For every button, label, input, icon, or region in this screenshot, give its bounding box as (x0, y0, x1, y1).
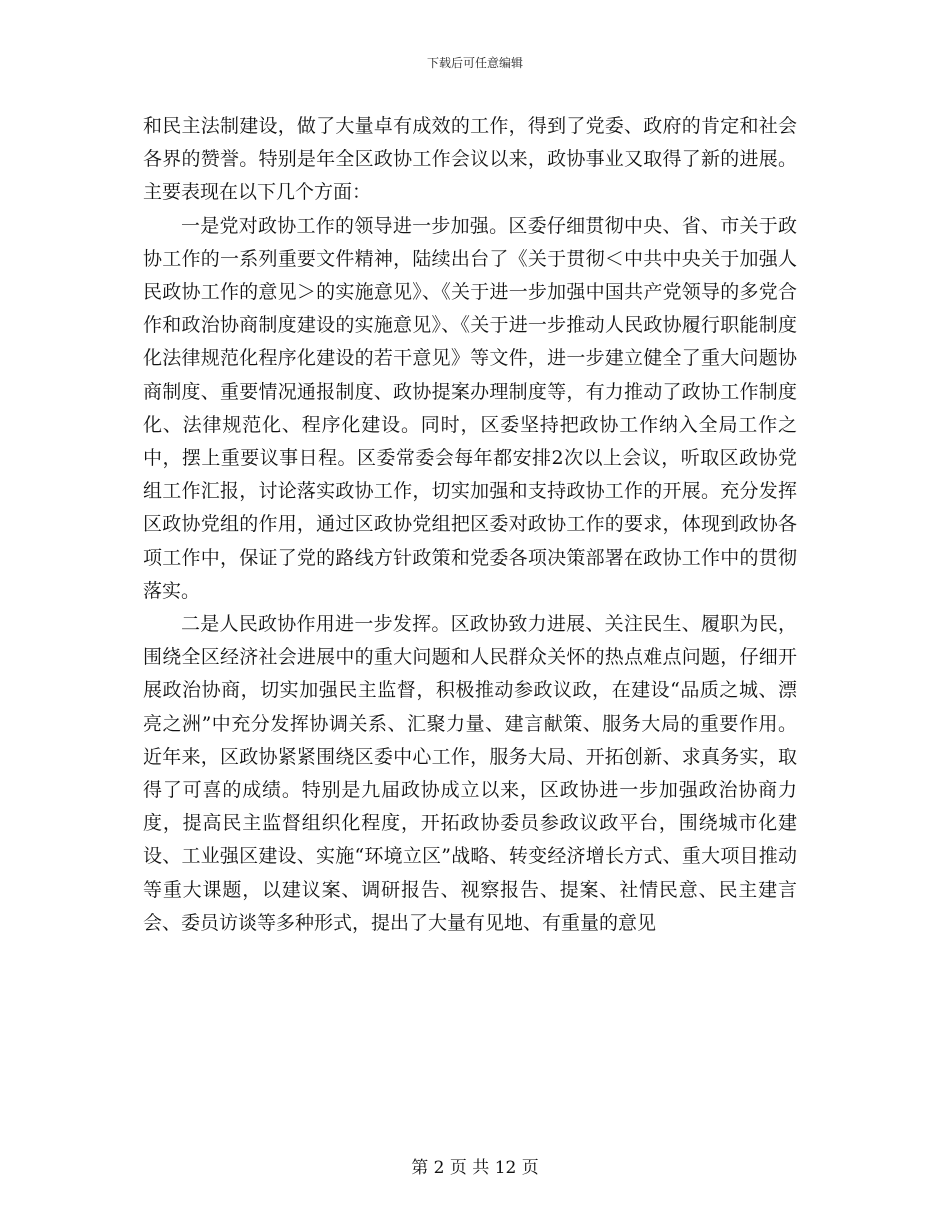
paragraph-party-leadership: 一是党对政协工作的领导进一步加强。区委仔细贯彻中央、省、市关于政协工作的一系列重要文件精神，陆续出台了《关于贯彻＜中共中央关于加强人民政协工作的意见＞的实施意见》、《关于进一步加强中国共产党领导的多党合作和政治协商制度建设的实施意见》、《关于进一步推动人民政协履行职能制度化法律规范化程序化建设的若干意见》等文件，进一步建立健全了重大问题协商制度、重要情况通报制度、政协提案办理制度等，有力推动了政协工作制度化、法律规范化、程序化建设。同时，区委坚持把政协工作纳入全局工作之中，摆上重要议事日程。区委常委会每年都安排2次以上会议，听取区政协党组工作汇报，讨论落实政协工作，切实加强和支持政协工作的开展。充分发挥区政协党组的作用，通过区政协党组把区委对政协工作的要求，体现到政协各项工作中，保证了党的路线方针政策和党委各项决策部署在政协工作中的贯彻落实。 (143, 214, 797, 602)
page-header-note: 下载后可任意编辑 (426, 56, 523, 70)
paragraph-continuation: 和民主法制建设，做了大量卓有成效的工作，得到了党委、政府的肯定和社会各界的赞誉。特别是年全区政协工作会议以来，政协事业又取得了新的进展。主要表现在以下几个方面： (143, 115, 797, 204)
paragraph-cppcc-role: 二是人民政协作用进一步发挥。区政协致力进展、关注民生、履职为民，围绕全区经济社会进展中的重大问题和人民群众关怀的热点难点问题，仔细开展政治协商，切实加强民主监督，积极推动参政议政，在建设“品质之城、漂亮之洲”中充分发挥协调关系、汇聚力量、建言献策、服务大局的重要作用。近年来，区政协紧紧围绕区委中心工作，服务大局、开拓创新、求真务实，取得了可喜的成绩。特别是九届政协成立以来，区政协进一步加强政治协商力度，提高民主监督组织化程度，开拓政协委员参政议政平台，围绕城市化建设、工业强区建设、实施“环境立区”战略、转变经济增长方式、重大项目推动等重大课题，以建议案、调研报告、视察报告、提案、社情民意、民主建言会、委员访谈等多种形式，提出了大量有见地、有重量的意见 (143, 613, 797, 934)
document-body (143, 110, 797, 940)
page-number: 第 2 页 共 12 页 (411, 1158, 539, 1178)
